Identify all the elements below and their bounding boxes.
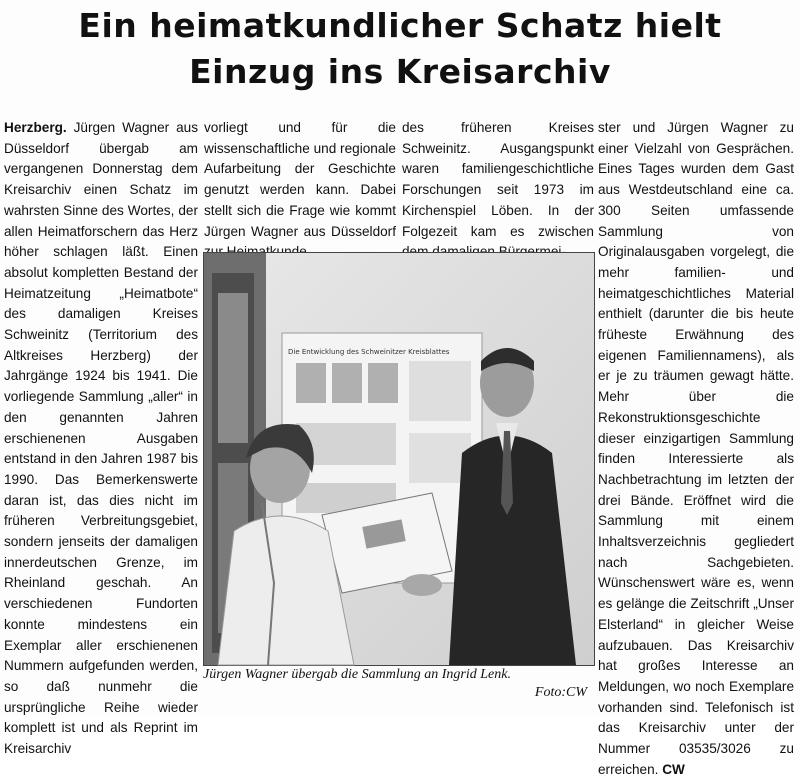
article-signature: CW (662, 761, 685, 777)
article-column-2: vorliegt und für die wissenschaftliche und regionale Aufarbeitung der Geschichte genutzt werden kann. Dabei stellt sich die Frage wie kommt Jürgen Wagner aus Düsseldorf (204, 120, 396, 239)
article-column-4-text: ster und Jürgen Wagner zu einer Vielzahl von Gesprächen. Eines Tages wurden dem Gast aus Westdeutschland eine ca. 300 Seiten umfassende Sammlung von Originalausgaben vorgelegt, die mehr familien- und heimatgeschichtliches Material enthielt (darunter die bis heute früheste Erwähnung des eigenen Familiennamens), als er je zu träumen gewagt hätte. Mehr über die Rekonstruktionsgeschichte dieser einzigartigen Sammlung finden Interessierte als Nachbetrachtung im letzten der drei Bände. Eröffnet wird die Sammlung mit einem Inhaltsverzeichnis gegliedert nach Sachgebieten. Wünschenswert wäre es, wenn es gelänge die Zeitschrift „Unser Elsterland“ in gleicher Weise aufzubauen. Das Kreisarchiv hat großes Interesse an Meldungen, wo noch Exemplare vorhanden sind. Telefonisch ist das Kreisarchiv unter der Nummer 03535/3026 zu erreichen. (598, 120, 794, 777)
article-column-4 (598, 118, 794, 777)
photo-caption: Jürgen Wagner übergab die Sammlung an Ingrid Lenk. (203, 667, 511, 682)
news-photo-image (204, 253, 594, 665)
photo-credit: Foto:CW (534, 685, 587, 700)
headline-line-2: Einzug ins Kreisarchiv (189, 52, 611, 91)
photo-caption-block (203, 666, 595, 702)
article-column-1-text: Jürgen Wagner aus Düsseldorf übergab am vergangenen Donnerstag dem Kreisarchiv einen Schatz im wahrsten Sinne des Wortes, der allen Heimatforschern das Herz höher schlagen läßt. Einen absolut kompletten Bestand der Heimatzeitung „Heimatbote“ des damaligen Kreises Schweinitz (Territorium des Altkreises Herzberg) der Jahrgänge 1924 bis 1941. Die vorliegende Sammlung „aller“ in den genannten Jahren erschienenen Ausgaben entstand in den Jahren 1987 bis 1990. Das Bemerkenswerte daran ist, das dies nicht im früheren Verbreitungsgebiet, sondern jenseits der damaligen innerdeutschen Grenze, im Rheinland geschah. An verschiedenen Fundorten konnte mindestens ein Exemplar aller erschienenen Nummern aufgefunden werden, so daß nunmehr die ursprüngliche Reihe wieder komplett ist und als Reprint im Kreisarchiv (4, 120, 198, 757)
article-dateline: Herzberg. (4, 120, 67, 135)
article-column-1 (4, 118, 198, 757)
article-column-3: des früheren Kreises Schweinitz. Ausgangspunkt waren familiengeschichtliche Forschungen seit 1973 im Kirchenspiel Löben. In der Folgezeit kam es zwischen (402, 120, 594, 239)
exhibit-sign-text: Die Entwicklung des Schweinitzer Kreisblattes (288, 348, 450, 356)
headline-line-1: Ein heimatkundlicher Schatz hielt (78, 6, 722, 45)
news-photo (203, 252, 595, 666)
